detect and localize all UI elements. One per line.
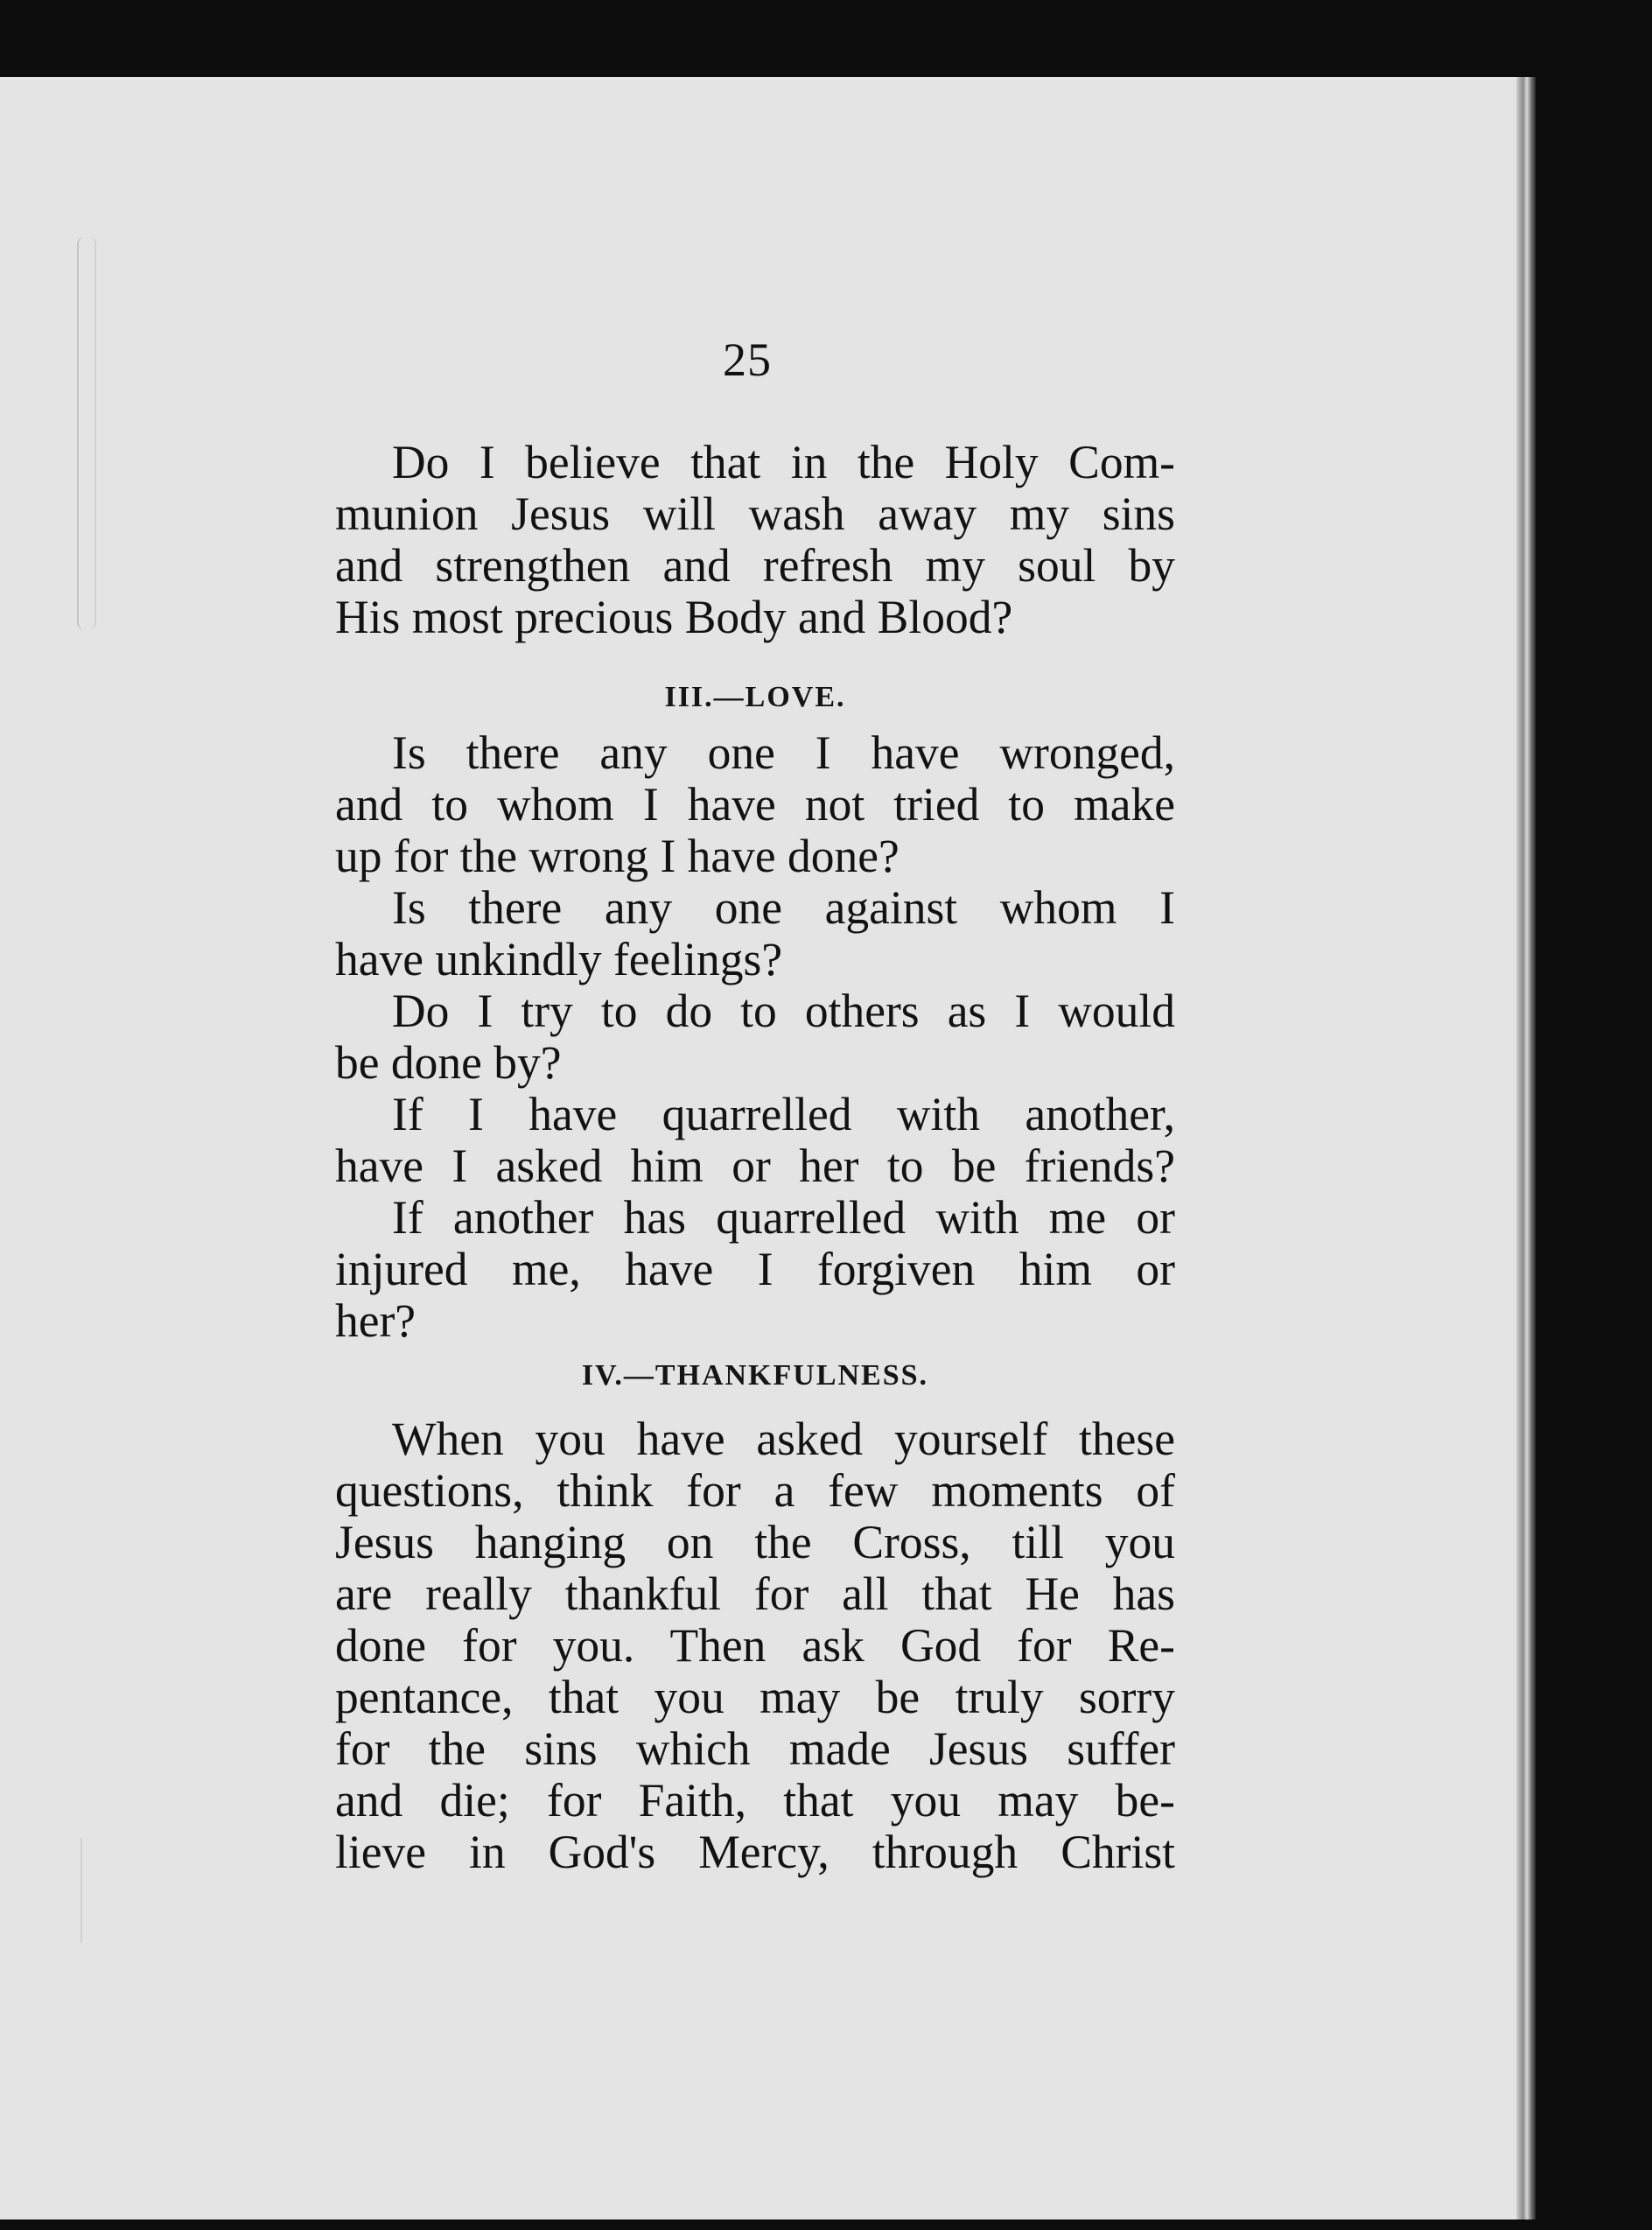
text-line: injured me, have I forgiven him or <box>335 1243 1175 1295</box>
text-line: Do I believe that in the Holy Com- <box>392 436 1175 488</box>
text-line: If another has quarrelled with me or <box>392 1191 1175 1244</box>
section-heading: III.—LOVE. <box>664 681 846 713</box>
text-line: have unkindly feelings? <box>335 933 783 985</box>
text-line: questions, think for a few moments of <box>335 1464 1175 1517</box>
page-number: 25 <box>723 333 772 386</box>
text-line: be done by? <box>335 1036 562 1089</box>
text-line: and strengthen and refresh my soul by <box>335 539 1175 592</box>
text-line: Is there any one I have wronged, <box>392 726 1175 779</box>
text-line: and die; for Faith, that you may be- <box>335 1774 1175 1827</box>
text-line: When you have asked yourself these <box>392 1413 1175 1465</box>
binding-mark <box>77 236 96 630</box>
text-line: and to whom I have not tried to make <box>335 778 1175 831</box>
text-line: up for the wrong I have done? <box>335 830 900 882</box>
text-line: done for you. Then ask God for Re- <box>335 1619 1175 1672</box>
text-line: munion Jesus will wash away my sins <box>335 487 1175 540</box>
text-line: Jesus hanging on the Cross, till you <box>335 1516 1175 1568</box>
text-line: If I have quarrelled with another, <box>392 1088 1175 1140</box>
text-line: pentance, that you may be truly sorry <box>335 1671 1175 1723</box>
text-line: His most precious Body and Blood? <box>335 591 1013 643</box>
text-line: lieve in God's Mercy, through Christ <box>335 1826 1175 1878</box>
text-line: for the sins which made Jesus suffer <box>335 1722 1175 1775</box>
text-line: Do I try to do to others as I would <box>392 985 1175 1037</box>
text-line: Is there any one against whom I <box>392 881 1175 934</box>
text-line: her? <box>335 1294 416 1347</box>
text-line: are really thankful for all that He has <box>335 1567 1175 1620</box>
section-heading: IV.—THANKFULNESS. <box>581 1359 929 1392</box>
binding-mark <box>80 1838 88 1943</box>
page-edge <box>1516 77 1536 2219</box>
text-line: have I asked him or her to be friends? <box>335 1140 1175 1192</box>
